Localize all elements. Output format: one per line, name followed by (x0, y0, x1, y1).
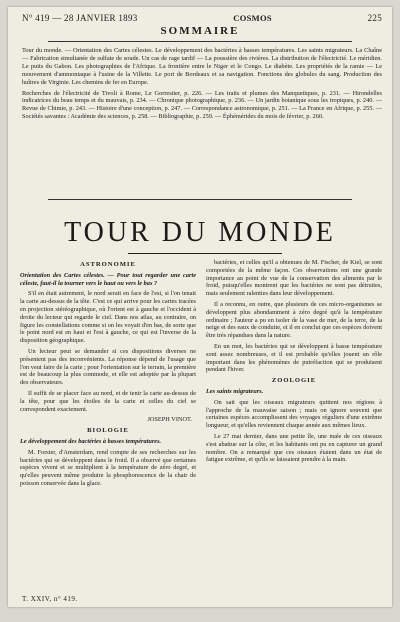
body-paragraph: On sait que les oiseaux migrateurs quittent nos régions à l'approche de la mauvaise saison ; mais on ignore souvent que certaines espèces accomplissent des voyages réguliers d'une extrême longueur, et qu'elles reviennent chaque année aux mêmes lieux. (206, 398, 382, 430)
contents-paragraph: Tour du monde. — Orientation des Cartes célestes. Le développement des bactéries à basses températures. Les saints migrateurs. La Chaîne — Fabrication simultanée de sulfate de soude. Un cas de rage tardif — La poussière des rivières. La distribution de l'électricité. Le méridien. Le puits du Gabon. Les photographies de l'Afrique. La frontière entre le Niger et le Congo. Le diabète. Les propriétés de la ramie — Le mouvement d'ammoniaque à l'usine de la Villette. Le port de Bordeaux et sa navigation. Fonctions des globules du sang. Production des huîtres de Virginie. Les chemins de fer en Europe. (22, 47, 382, 86)
body-paragraph: Il suffit de se placer face au nord, et de tenir la carte au-dessus de la tête, pour que les étoiles de la carte et celles du ciel se correspondent exactement. (20, 389, 196, 413)
left-column (20, 259, 196, 589)
page-number: 225 (367, 13, 382, 23)
journal-name: COSMOS (233, 13, 272, 23)
section-title: TOUR DU MONDE (64, 217, 336, 248)
article-title: Les saints migrateurs. (206, 387, 264, 395)
author-signature: JOSEPH VINOT. (147, 416, 192, 424)
article-title: Orientation des Cartes célestes. — Pour tout regarder une carte céleste, faut-il la tourner vers le haut ou vers le bas ? (20, 271, 196, 287)
table-of-contents (22, 47, 382, 187)
issue-number: N° 419 — 28 JANVIER 1893 (22, 13, 138, 23)
running-header (22, 11, 382, 25)
body-paragraph: En un mot, les bactéries qui se développent à basse température sont assez nombreuses, et il est probable qu'elles jouent un rôle important dans les phénomènes de putréfaction qui se produisent pendant l'hiver. (206, 342, 382, 374)
document-page (8, 7, 392, 607)
page-footer: T. XXIV, n° 419. (22, 595, 78, 603)
sommaire-heading: SOMMAIRE (160, 25, 240, 37)
body-paragraph: Le 27 mai dernier, dans une petite île, une nuée de ces oiseaux s'est abattue sur la côte, et les habitants ont pu en capturer un grand nombre. On a remarqué que ces oiseaux étaient dans un état de fatigue extrême, et qu'ils se laissaient prendre à la main. (206, 432, 382, 464)
contents-paragraph: Recherches de l'électricité de Tivoli à Rome, Le Gorrestier, p. 226. — Les traits et plumes des Manquetiques, p. 231. — Hirondelles indicatrices du beau temps et du mauvais, p. 234. — Chronique photographique, p. 236. — Un jardin botanique sous les tropiques, p. 240. — Revue de Chimie, p. 243. — Histoire d'une conception, p. 247. — Correspondance astronomique, p. 251. — La France en Afrique, p. 255. — Sociétés savantes : Académie des sciences, p. 258. — Bibliographie, p. 259. — Éphémérides du mois de février, p. 260. (22, 89, 382, 121)
section-divider (48, 199, 352, 200)
heading-divider (48, 41, 352, 42)
body-paragraph: M. Forster, d'Amsterdam, rend compte de ses recherches sur les bactéries qui se développent dans le froid. Il a observé que certaines espèces vivent et se multiplient à la température de zéro degré, et qu'elles peuvent même produire la phosphorescence de la chair de poisson conservée dans la glace. (20, 448, 196, 487)
section-heading: ASTRONOMIE (80, 261, 136, 268)
body-paragraph: Un lecteur peut se demander si ces dispositions diverses ne présentent pas des inconvénients. La réponse dépend de l'usage que l'on veut faire de la carte ; pour l'orientation sur le terrain, la première est de beaucoup la plus commode, et elle est adoptée par la plupart des observateurs. (20, 347, 196, 387)
section-heading: BIOLOGIE (87, 427, 129, 435)
title-underline (128, 253, 282, 254)
right-column (206, 259, 382, 589)
article-title: Le développement des bactéries à basses températures. (20, 437, 162, 445)
body-paragraph: S'il en était autrement, le nord serait en face de l'est, si l'on tenait la carte au-dessus de la tête. C'est ce qui arrive pour les cartes tracées en projection stéréographique, où l'orient est à gauche et l'occident à droite du lecteur qui regarde le ciel. Dans nos atlas, au contraire, on figure les constellations comme si on les voyait d'en bas, de sorte que le point nord est en haut et l'est à gauche, ce qui est l'inverse de la disposition géographique. (20, 290, 196, 345)
section-heading: ZOOLOGIE (271, 377, 317, 385)
body-paragraph: bactéries, et celles qu'il a obtenues de M. Fischer, de Kiel, se sont comportées de la même façon. Ces observations ont une grande importance au point de vue de la conservation des aliments par le froid, puisqu'elles montrent que les bactéries ne sont pas détruites, mais seulement ralenties dans leur développement. (206, 259, 382, 298)
body-paragraph: Il a reconnu, en outre, que plusieurs de ces micro-organismes se développent plus abondamment à zéro degré qu'à la température ordinaire ; l'auteur a pu en isoler de la vase de mer, de la terre, de la neige et des eaux de conduite, et il en conclut que ces espèces doivent être très répandues dans la nature. (206, 300, 382, 340)
